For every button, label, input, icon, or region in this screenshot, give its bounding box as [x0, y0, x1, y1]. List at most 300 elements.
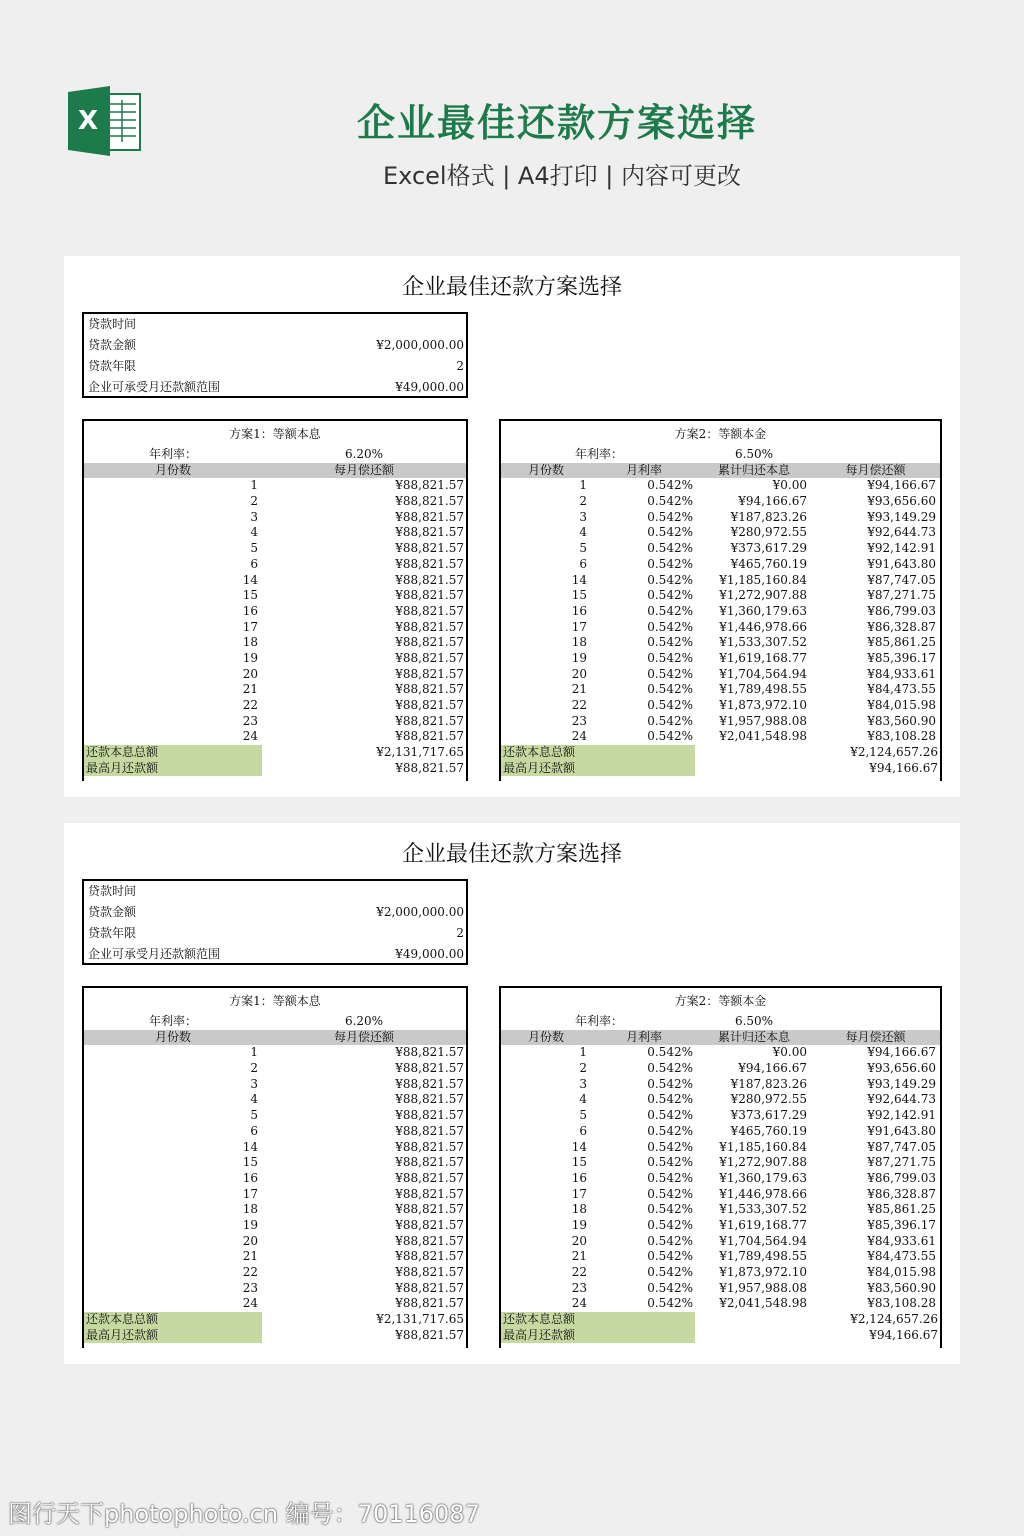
payment-cell: ¥92,644.73 — [867, 1092, 936, 1107]
table-row — [501, 651, 940, 667]
info-row — [84, 356, 466, 377]
payment-cell: ¥88,821.57 — [395, 588, 464, 603]
total-row — [84, 1312, 466, 1328]
total-row — [501, 1312, 940, 1328]
table-row — [84, 573, 466, 589]
info-value[interactable]: ¥2,000,000.00 — [376, 338, 464, 352]
month-cell: 14 — [571, 572, 587, 587]
monthly-rate-cell: 0.542% — [647, 729, 693, 744]
max-value: ¥94,166.67 — [869, 760, 938, 775]
col-header-payment: 每月偿还额 — [333, 1029, 394, 1044]
max-row — [84, 1328, 466, 1344]
table-row — [501, 1061, 940, 1077]
month-cell: 15 — [571, 588, 587, 603]
payment-cell: ¥87,271.75 — [867, 588, 936, 603]
loan-info-box — [82, 879, 468, 965]
payment-cell: ¥93,656.60 — [867, 494, 936, 509]
table-row — [84, 588, 466, 604]
monthly-rate-cell: 0.542% — [647, 1139, 693, 1154]
cumulative-cell: ¥1,704,564.94 — [719, 666, 807, 681]
payment-cell: ¥88,821.57 — [395, 1280, 464, 1295]
month-cell: 4 — [579, 525, 587, 540]
info-row — [84, 314, 466, 335]
month-cell: 17 — [242, 1186, 258, 1201]
month-cell: 19 — [242, 1217, 258, 1232]
cumulative-cell: ¥280,972.55 — [730, 1092, 807, 1107]
month-cell: 17 — [571, 619, 587, 634]
max-label: 最高月还款额 — [84, 1328, 262, 1344]
info-value[interactable]: 2 — [456, 926, 464, 940]
info-row — [84, 377, 466, 398]
payment-cell: ¥83,560.90 — [867, 713, 936, 728]
month-cell: 6 — [250, 1123, 258, 1138]
table-row — [501, 1171, 940, 1187]
table-row — [501, 525, 940, 541]
month-cell: 21 — [571, 1249, 587, 1264]
payment-cell: ¥88,821.57 — [395, 713, 464, 728]
month-cell: 2 — [250, 494, 258, 509]
cumulative-cell: ¥1,272,907.88 — [719, 588, 807, 603]
payment-cell: ¥88,821.57 — [395, 1092, 464, 1107]
payment-cell: ¥88,821.57 — [395, 1186, 464, 1201]
month-cell: 15 — [242, 1155, 258, 1170]
month-cell: 24 — [571, 1296, 587, 1311]
monthly-rate-cell: 0.542% — [647, 1249, 693, 1264]
month-cell: 3 — [579, 1076, 587, 1091]
payment-cell: ¥93,149.29 — [867, 509, 936, 524]
table-row — [501, 635, 940, 651]
payment-cell: ¥94,166.67 — [867, 478, 936, 493]
month-cell: 2 — [579, 494, 587, 509]
monthly-rate-cell: 0.542% — [647, 478, 693, 493]
payment-cell: ¥87,747.05 — [867, 572, 936, 587]
month-cell: 24 — [242, 1296, 258, 1311]
table-row — [501, 1124, 940, 1140]
rate-label: 年利率： — [574, 447, 623, 461]
table-row — [84, 1249, 466, 1265]
table-row — [501, 494, 940, 510]
payment-cell: ¥83,560.90 — [867, 1280, 936, 1295]
table-row — [84, 494, 466, 510]
table-row — [84, 635, 466, 651]
col-header-cumulative: 累计归还本息 — [717, 1029, 790, 1044]
month-cell: 3 — [250, 1076, 258, 1091]
table-row — [501, 1249, 940, 1265]
header-row — [84, 1030, 466, 1046]
info-label: 企业可承受月还款额范围 — [88, 380, 221, 394]
rate-row — [84, 447, 466, 463]
plan-title: 方案1：等额本息 — [229, 427, 321, 441]
payment-cell: ¥92,142.91 — [867, 541, 936, 556]
table-row — [501, 557, 940, 573]
payment-cell: ¥85,861.25 — [867, 1202, 936, 1217]
table-row — [501, 729, 940, 745]
rate-value: 6.20% — [344, 447, 384, 461]
payment-cell: ¥88,821.57 — [395, 666, 464, 681]
total-value: ¥2,124,657.26 — [850, 1312, 938, 1327]
max-label: 最高月还款额 — [84, 761, 262, 777]
month-cell: 22 — [242, 1265, 258, 1279]
table-row — [501, 604, 940, 620]
max-value: ¥94,166.67 — [869, 1327, 938, 1342]
month-cell: 1 — [579, 1045, 587, 1060]
month-cell: 23 — [242, 1280, 258, 1295]
table-row — [501, 541, 940, 557]
cumulative-cell: ¥94,166.67 — [738, 1061, 807, 1076]
col-header-cumulative: 累计归还本息 — [717, 462, 790, 477]
rate-row — [501, 1014, 940, 1030]
page-subtitle: Excel格式 | A4打印 | 内容可更改 — [383, 162, 741, 190]
month-cell: 18 — [242, 1202, 258, 1217]
month-cell: 16 — [242, 603, 258, 618]
sheet-preview-2 — [64, 823, 960, 1364]
monthly-rate-cell: 0.542% — [647, 682, 693, 697]
payment-cell: ¥93,149.29 — [867, 1076, 936, 1091]
loan-info-box — [82, 312, 468, 398]
table-row — [84, 1234, 466, 1250]
payment-cell: ¥86,799.03 — [867, 1170, 936, 1185]
info-value[interactable]: ¥2,000,000.00 — [376, 905, 464, 919]
month-cell: 17 — [242, 619, 258, 634]
month-cell: 3 — [250, 509, 258, 524]
table-row — [501, 1202, 940, 1218]
cumulative-cell: ¥1,619,168.77 — [719, 650, 807, 665]
cumulative-cell: ¥1,704,564.94 — [719, 1233, 807, 1248]
month-cell: 2 — [579, 1061, 587, 1076]
col-header-payment: 每月偿还额 — [845, 1029, 906, 1044]
month-cell: 1 — [250, 478, 258, 493]
table-row — [84, 1281, 466, 1297]
info-value[interactable]: 2 — [456, 359, 464, 373]
cumulative-cell: ¥1,533,307.52 — [719, 1202, 807, 1217]
table-row — [84, 698, 466, 714]
month-cell: 20 — [242, 666, 258, 681]
total-value: ¥2,124,657.26 — [850, 745, 938, 760]
info-label: 贷款金额 — [88, 905, 137, 919]
table-row — [501, 714, 940, 730]
monthly-rate-cell: 0.542% — [647, 1170, 693, 1185]
payment-cell: ¥88,821.57 — [395, 1265, 464, 1279]
header-row — [501, 1030, 940, 1046]
header-row — [84, 463, 466, 479]
month-cell: 3 — [579, 509, 587, 524]
payment-cell: ¥88,821.57 — [395, 1076, 464, 1091]
table-row — [84, 525, 466, 541]
month-cell: 23 — [242, 713, 258, 728]
payment-cell: ¥88,821.57 — [395, 541, 464, 556]
info-row — [84, 881, 466, 902]
cumulative-cell: ¥1,619,168.77 — [719, 1217, 807, 1232]
plan-a-table — [82, 419, 468, 781]
month-cell: 4 — [250, 525, 258, 540]
max-label: 最高月还款额 — [501, 1328, 695, 1344]
cumulative-cell: ¥2,041,548.98 — [719, 729, 807, 744]
month-cell: 1 — [579, 478, 587, 493]
payment-cell: ¥86,799.03 — [867, 603, 936, 618]
month-cell: 14 — [571, 1139, 587, 1154]
cumulative-cell: ¥1,360,179.63 — [719, 1170, 807, 1185]
total-row — [501, 745, 940, 761]
payment-cell: ¥88,821.57 — [395, 1217, 464, 1232]
info-label: 贷款年限 — [88, 926, 137, 940]
info-label: 企业可承受月还款额范围 — [88, 947, 221, 961]
header-row — [501, 463, 940, 479]
monthly-rate-cell: 0.542% — [647, 1186, 693, 1201]
table-row — [501, 1281, 940, 1297]
payment-cell: ¥86,328.87 — [867, 1186, 936, 1201]
total-label: 还款本息总额 — [84, 745, 262, 761]
table-row — [501, 1265, 940, 1281]
table-row — [84, 478, 466, 494]
payment-cell: ¥88,821.57 — [395, 1202, 464, 1217]
total-label: 还款本息总额 — [84, 1312, 262, 1328]
payment-cell: ¥84,015.98 — [867, 1265, 936, 1279]
payment-cell: ¥88,821.57 — [395, 494, 464, 509]
total-value: ¥2,131,717.65 — [376, 745, 464, 760]
monthly-rate-cell: 0.542% — [647, 698, 693, 712]
page-title: 企业最佳还款方案选择 — [356, 101, 757, 145]
table-row — [501, 1218, 940, 1234]
monthly-rate-cell: 0.542% — [647, 525, 693, 540]
cumulative-cell: ¥1,446,978.66 — [719, 619, 807, 634]
monthly-rate-cell: 0.542% — [647, 1265, 693, 1279]
table-row — [84, 1265, 466, 1281]
payment-cell: ¥85,396.17 — [867, 1217, 936, 1232]
total-label: 还款本息总额 — [501, 1312, 695, 1328]
plan-title-row — [84, 421, 466, 447]
payment-cell: ¥84,473.55 — [867, 682, 936, 697]
total-row — [84, 745, 466, 761]
cumulative-cell: ¥1,873,972.10 — [719, 1265, 807, 1279]
month-cell: 23 — [571, 1280, 587, 1295]
month-cell: 4 — [250, 1092, 258, 1107]
payment-cell: ¥84,933.61 — [867, 666, 936, 681]
monthly-rate-cell: 0.542% — [647, 1155, 693, 1170]
month-cell: 6 — [579, 1123, 587, 1138]
sheet-preview-1 — [64, 256, 960, 797]
rate-value: 6.50% — [734, 447, 774, 461]
table-row — [501, 1108, 940, 1124]
table-row — [84, 1202, 466, 1218]
cumulative-cell: ¥1,272,907.88 — [719, 1155, 807, 1170]
col-header-monthly-rate: 月利率 — [625, 1029, 662, 1044]
table-row — [501, 588, 940, 604]
month-cell: 18 — [571, 1202, 587, 1217]
cumulative-cell: ¥465,760.19 — [730, 1123, 807, 1138]
payment-cell: ¥88,821.57 — [395, 603, 464, 618]
month-cell: 23 — [571, 713, 587, 728]
month-cell: 18 — [571, 635, 587, 650]
month-cell: 20 — [571, 1233, 587, 1248]
plan-a-table — [82, 986, 468, 1348]
cumulative-cell: ¥373,617.29 — [730, 1108, 807, 1123]
table-row — [501, 510, 940, 526]
monthly-rate-cell: 0.542% — [647, 666, 693, 681]
month-cell: 24 — [242, 729, 258, 744]
payment-cell: ¥88,821.57 — [395, 1296, 464, 1311]
month-cell: 20 — [571, 666, 587, 681]
payment-cell: ¥88,821.57 — [395, 1061, 464, 1076]
month-cell: 1 — [250, 1045, 258, 1060]
max-label: 最高月还款额 — [501, 761, 695, 777]
cumulative-cell: ¥1,360,179.63 — [719, 603, 807, 618]
cumulative-cell: ¥2,041,548.98 — [719, 1296, 807, 1311]
payment-cell: ¥86,328.87 — [867, 619, 936, 634]
max-row — [501, 1328, 940, 1344]
month-cell: 6 — [579, 556, 587, 571]
table-row — [84, 1171, 466, 1187]
payment-cell: ¥84,473.55 — [867, 1249, 936, 1264]
info-row — [84, 944, 466, 965]
monthly-rate-cell: 0.542% — [647, 1076, 693, 1091]
payment-cell: ¥92,142.91 — [867, 1108, 936, 1123]
cumulative-cell: ¥1,789,498.55 — [719, 682, 807, 697]
payment-cell: ¥88,821.57 — [395, 635, 464, 650]
payment-cell: ¥88,821.57 — [395, 619, 464, 634]
cumulative-cell: ¥1,185,160.84 — [719, 1139, 807, 1154]
table-row — [84, 1296, 466, 1312]
col-header-payment: 每月偿还额 — [333, 462, 394, 477]
monthly-rate-cell: 0.542% — [647, 603, 693, 618]
payment-cell: ¥88,821.57 — [395, 682, 464, 697]
table-row — [501, 573, 940, 589]
table-row — [84, 714, 466, 730]
table-row — [501, 620, 940, 636]
payment-cell: ¥91,643.80 — [867, 556, 936, 571]
table-row — [84, 620, 466, 636]
table-row — [501, 1045, 940, 1061]
table-row — [84, 1155, 466, 1171]
total-value: ¥2,131,717.65 — [376, 1312, 464, 1327]
payment-cell: ¥88,821.57 — [395, 1108, 464, 1123]
payment-cell: ¥93,656.60 — [867, 1061, 936, 1076]
table-row — [84, 1092, 466, 1108]
plan-title-row — [501, 988, 940, 1014]
plan-title: 方案1：等额本息 — [229, 994, 321, 1008]
payment-cell: ¥92,644.73 — [867, 525, 936, 540]
info-label: 贷款时间 — [88, 317, 137, 331]
table-row — [501, 1077, 940, 1093]
table-row — [84, 1077, 466, 1093]
col-header-month: 月份数 — [527, 462, 564, 477]
cumulative-cell: ¥373,617.29 — [730, 541, 807, 556]
col-header-monthly-rate: 月利率 — [625, 462, 662, 477]
info-label: 贷款时间 — [88, 884, 137, 898]
month-cell: 2 — [250, 1061, 258, 1076]
table-row — [501, 478, 940, 494]
cumulative-cell: ¥187,823.26 — [730, 1076, 807, 1091]
max-value: ¥88,821.57 — [395, 760, 464, 775]
payment-cell: ¥85,396.17 — [867, 650, 936, 665]
month-cell: 24 — [571, 729, 587, 744]
month-cell: 19 — [571, 1217, 587, 1232]
col-header-month: 月份数 — [527, 1029, 564, 1044]
month-cell: 21 — [571, 682, 587, 697]
table-row — [84, 510, 466, 526]
col-header-month: 月份数 — [154, 1029, 191, 1044]
cumulative-cell: ¥1,789,498.55 — [719, 1249, 807, 1264]
table-row — [84, 1061, 466, 1077]
cumulative-cell: ¥0.00 — [772, 1045, 807, 1060]
month-cell: 19 — [571, 650, 587, 665]
month-cell: 5 — [579, 1108, 587, 1123]
payment-cell: ¥88,821.57 — [395, 1123, 464, 1138]
monthly-rate-cell: 0.542% — [647, 1123, 693, 1138]
payment-cell: ¥83,108.28 — [867, 1296, 936, 1311]
month-cell: 5 — [250, 541, 258, 556]
table-row — [84, 541, 466, 557]
monthly-rate-cell: 0.542% — [647, 713, 693, 728]
sheet-title: 企业最佳还款方案选择 — [401, 842, 622, 867]
monthly-rate-cell: 0.542% — [647, 1233, 693, 1248]
cumulative-cell: ¥187,823.26 — [730, 509, 807, 524]
table-row — [501, 682, 940, 698]
table-row — [501, 698, 940, 714]
rate-label: 年利率： — [574, 1014, 623, 1028]
watermark: 图行天下photophoto.cn 编号：70116087 — [8, 1500, 480, 1528]
rate-row — [501, 447, 940, 463]
cumulative-cell: ¥0.00 — [772, 478, 807, 493]
monthly-rate-cell: 0.542% — [647, 1045, 693, 1060]
payment-cell: ¥88,821.57 — [395, 729, 464, 744]
rate-value: 6.20% — [344, 1014, 384, 1028]
rate-label: 年利率： — [148, 447, 197, 461]
month-cell: 15 — [571, 1155, 587, 1170]
monthly-rate-cell: 0.542% — [647, 1061, 693, 1076]
payment-cell: ¥88,821.57 — [395, 1249, 464, 1264]
info-value[interactable]: ¥49,000.00 — [395, 380, 464, 394]
month-cell: 16 — [242, 1170, 258, 1185]
info-label: 贷款金额 — [88, 338, 137, 352]
cumulative-cell: ¥1,446,978.66 — [719, 1186, 807, 1201]
monthly-rate-cell: 0.542% — [647, 1280, 693, 1295]
month-cell: 5 — [579, 541, 587, 556]
payment-cell: ¥85,861.25 — [867, 635, 936, 650]
cumulative-cell: ¥1,873,972.10 — [719, 698, 807, 712]
cumulative-cell: ¥1,957,988.08 — [719, 1280, 807, 1295]
month-cell: 14 — [242, 572, 258, 587]
monthly-rate-cell: 0.542% — [647, 509, 693, 524]
info-label: 贷款年限 — [88, 359, 137, 373]
info-value[interactable]: ¥49,000.00 — [395, 947, 464, 961]
info-row — [84, 335, 466, 356]
payment-cell: ¥88,821.57 — [395, 556, 464, 571]
payment-cell: ¥84,015.98 — [867, 698, 936, 712]
month-cell: 21 — [242, 1249, 258, 1264]
payment-cell: ¥91,643.80 — [867, 1123, 936, 1138]
monthly-rate-cell: 0.542% — [647, 1108, 693, 1123]
plan-title-row — [501, 421, 940, 447]
monthly-rate-cell: 0.542% — [647, 1202, 693, 1217]
month-cell: 22 — [571, 698, 587, 712]
table-row — [84, 1187, 466, 1203]
month-cell: 4 — [579, 1092, 587, 1107]
payment-cell: ¥83,108.28 — [867, 729, 936, 744]
payment-cell: ¥88,821.57 — [395, 509, 464, 524]
table-row — [501, 1234, 940, 1250]
table-row — [84, 557, 466, 573]
table-row — [84, 729, 466, 745]
payment-cell: ¥88,821.57 — [395, 650, 464, 665]
table-row — [84, 604, 466, 620]
payment-cell: ¥87,747.05 — [867, 1139, 936, 1154]
month-cell: 22 — [571, 1265, 587, 1279]
cumulative-cell: ¥94,166.67 — [738, 494, 807, 509]
svg-text:X: X — [77, 106, 99, 136]
rate-row — [84, 1014, 466, 1030]
monthly-rate-cell: 0.542% — [647, 556, 693, 571]
payment-cell: ¥88,821.57 — [395, 1139, 464, 1154]
